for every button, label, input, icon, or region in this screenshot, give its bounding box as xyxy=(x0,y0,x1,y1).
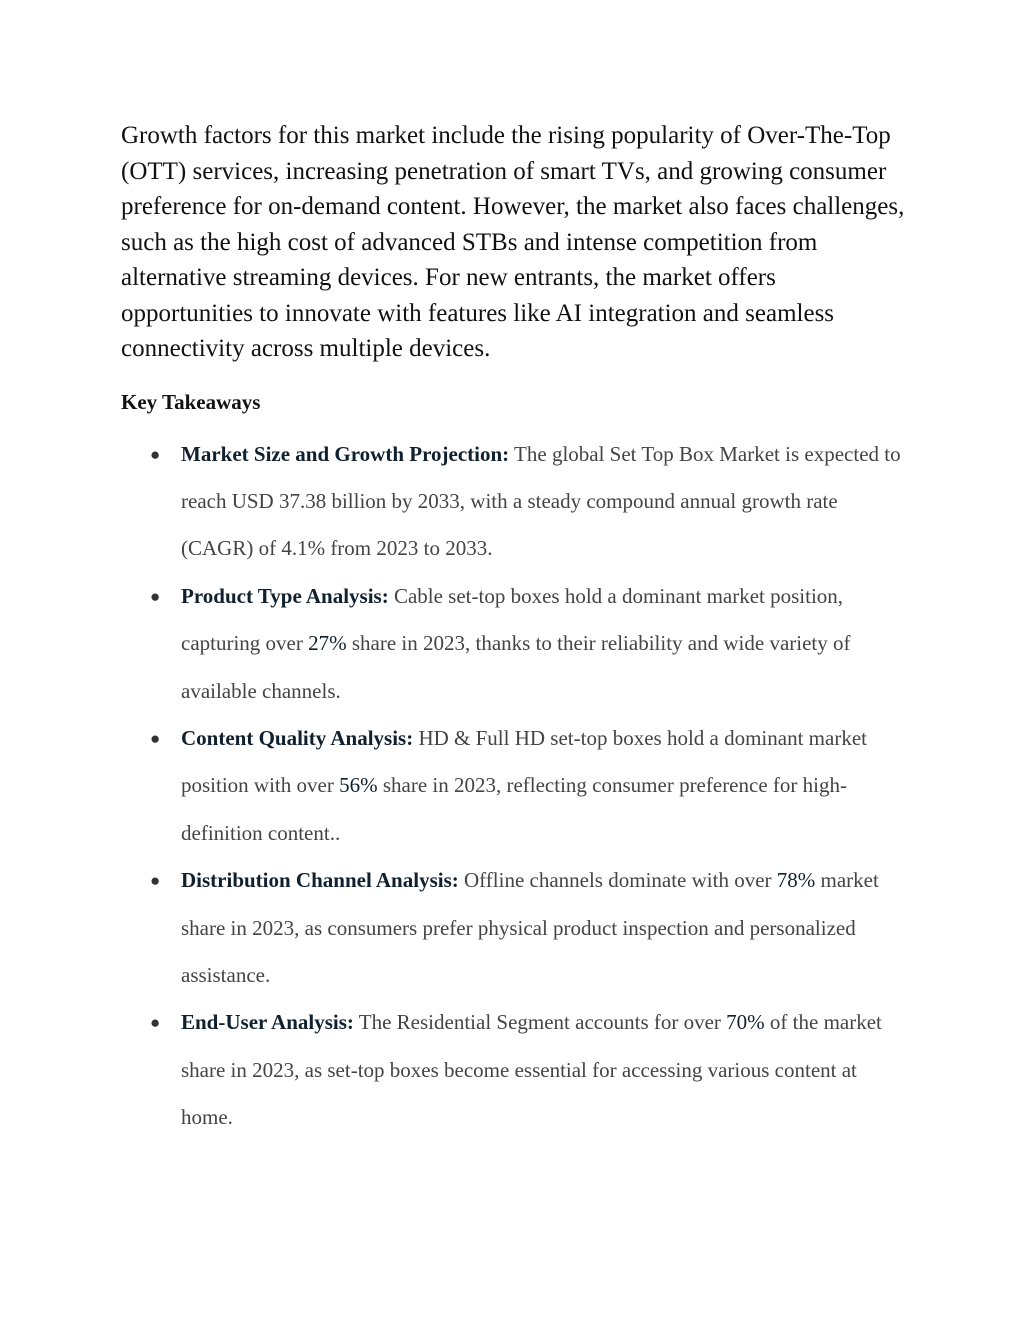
bullet-icon: ● xyxy=(150,728,161,748)
takeaway-text: of the market share in 2023, as set-top boxes become essential for accessing various content at home. xyxy=(181,1010,882,1130)
key-takeaways-heading: Key Takeaways xyxy=(121,389,261,414)
takeaway-text: Cable set-top boxes hold a dominant market position, capturing over xyxy=(181,583,844,656)
takeaway-text: HD & Full HD set-top boxes hold a dominant market position with over xyxy=(181,725,867,798)
takeaway-end-user xyxy=(121,999,911,1141)
takeaway-text: market share in 2023, as consumers prefer physical product inspection and personalized assistance. xyxy=(181,868,879,987)
bullet-icon: ● xyxy=(150,444,161,464)
takeaway-text: Offline channels dominate with over xyxy=(458,868,777,893)
takeaway-term: Distribution Channel Analysis: xyxy=(181,868,459,893)
takeaway-text: share in 2023, reflecting consumer preference for high-definition content.. xyxy=(181,773,847,845)
takeaway-figure: 70% xyxy=(726,1010,765,1035)
takeaway-term: End-User Analysis: xyxy=(181,1010,354,1035)
takeaway-figure: 78% xyxy=(776,868,816,893)
bullet-icon: ● xyxy=(150,586,161,606)
takeaway-product-type xyxy=(121,573,911,715)
takeaway-term: Market Size and Growth Projection: xyxy=(181,441,510,466)
takeaway-distribution-channel xyxy=(121,857,911,999)
takeaway-figure: 27% xyxy=(308,631,347,656)
takeaway-text: share in 2023, thanks to their reliability and wide variety of available channels. xyxy=(181,631,851,703)
bullet-icon: ● xyxy=(150,871,161,891)
takeaway-term: Content Quality Analysis: xyxy=(181,725,414,750)
bullet-icon: ● xyxy=(150,1013,161,1033)
takeaway-term: Product Type Analysis: xyxy=(181,583,389,608)
takeaway-text: The Residential Segment accounts for over xyxy=(353,1010,727,1035)
takeaway-market-size xyxy=(121,431,911,573)
key-takeaways-list xyxy=(121,431,911,1142)
takeaway-figure: 56% xyxy=(339,773,378,798)
takeaway-content-quality xyxy=(121,715,911,857)
intro-paragraph: Growth factors for this market include the rising popularity of Over-The-Top (OTT) services, increasing penetration of smart TVs, and growing consumer preference for on-demand content. However, the market also faces challenges, such as the high cost of advanced STBs and intense competition from alternative streaming devices. For new entrants, the market offers opportunities to innovate with features like AI integration and seamless connectivity across multiple devices. xyxy=(121,122,905,362)
document-page xyxy=(121,118,911,1142)
takeaway-text: The global Set Top Box Market is expected to reach USD 37.38 billion by 2033, with a steady compound annual growth rate (CAGR) of 4.1% from 2023 to 2033. xyxy=(181,441,901,561)
